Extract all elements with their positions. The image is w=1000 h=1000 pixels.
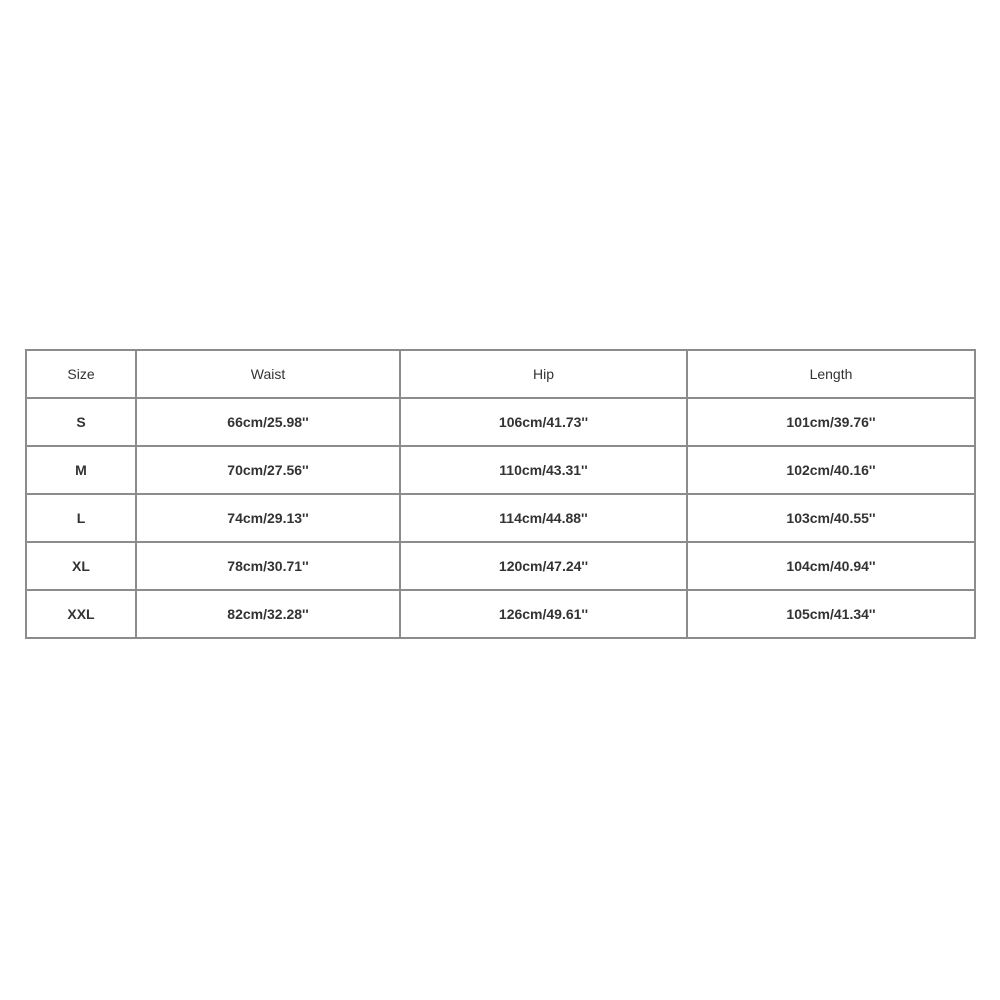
cell-hip: 106cm/41.73'': [400, 398, 687, 446]
cell-length: 102cm/40.16'': [687, 446, 975, 494]
cell-waist: 70cm/27.56'': [136, 446, 400, 494]
cell-waist: 66cm/25.98'': [136, 398, 400, 446]
table-body: [26, 398, 975, 638]
header-row: [26, 350, 975, 398]
cell-length: 104cm/40.94'': [687, 542, 975, 590]
cell-hip: 126cm/49.61'': [400, 590, 687, 638]
cell-size: XL: [26, 542, 136, 590]
table-header: [26, 350, 975, 398]
cell-size: L: [26, 494, 136, 542]
cell-length: 103cm/40.55'': [687, 494, 975, 542]
cell-length: 101cm/39.76'': [687, 398, 975, 446]
size-chart-table: [25, 349, 976, 639]
table-row: [26, 590, 975, 638]
header-length: Length: [687, 350, 975, 398]
table-row: [26, 446, 975, 494]
table-row: [26, 494, 975, 542]
header-size: Size: [26, 350, 136, 398]
cell-length: 105cm/41.34'': [687, 590, 975, 638]
cell-waist: 74cm/29.13'': [136, 494, 400, 542]
table-row: [26, 398, 975, 446]
cell-hip: 110cm/43.31'': [400, 446, 687, 494]
cell-size: M: [26, 446, 136, 494]
cell-size: XXL: [26, 590, 136, 638]
header-waist: Waist: [136, 350, 400, 398]
cell-waist: 82cm/32.28'': [136, 590, 400, 638]
table-row: [26, 542, 975, 590]
cell-size: S: [26, 398, 136, 446]
cell-hip: 114cm/44.88'': [400, 494, 687, 542]
cell-waist: 78cm/30.71'': [136, 542, 400, 590]
header-hip: Hip: [400, 350, 687, 398]
cell-hip: 120cm/47.24'': [400, 542, 687, 590]
